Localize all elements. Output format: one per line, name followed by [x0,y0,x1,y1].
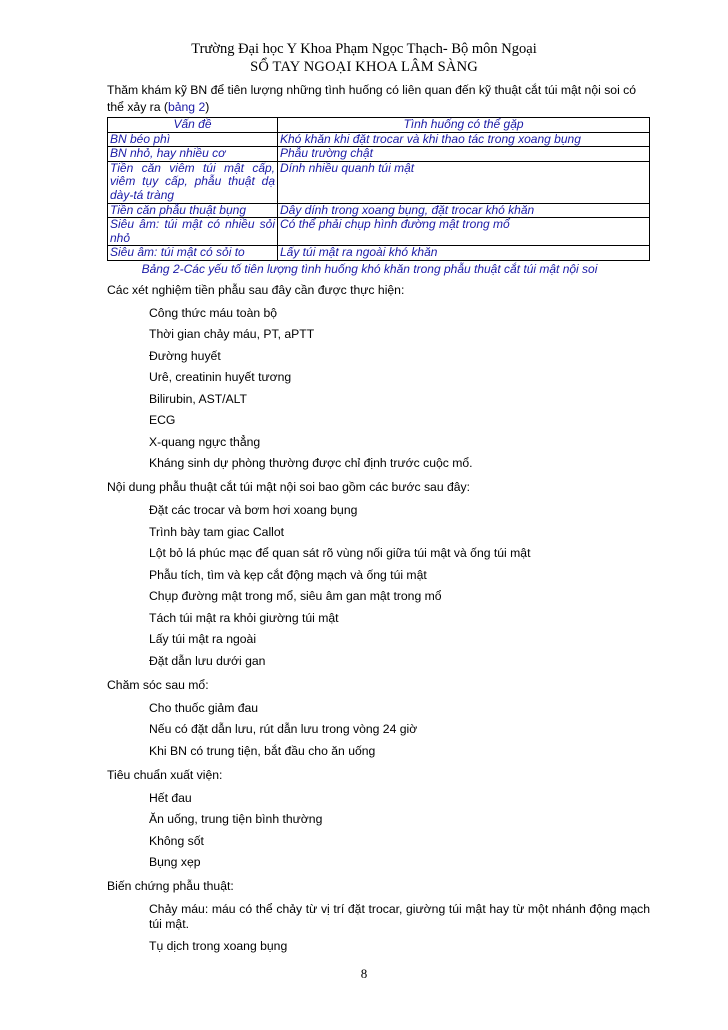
list-item: Đặt dẫn lưu dưới gan [149,653,266,668]
page-content [107,82,650,954]
list-item: Đặt các trocar và bơm hơi xoang bụng [149,503,358,518]
complications-list [107,902,650,954]
table-cell-situation: Lấy túi mật ra ngoài khó khăn [278,246,650,261]
list-item: Khi BN có trung tiện, bắt đầu cho ăn uống [149,743,376,758]
table-cell-issue: Siêu âm: túi mật có nhiều sỏi nhỏ [108,218,278,246]
list-item: Trình bày tam giac Callot [149,524,285,539]
table-header-row [108,118,650,133]
table-cell-issue: Tiền căn viêm túi mật cấp, viêm tụy cấp, phẫu thuật dạ dày-tá tràng [108,161,278,203]
intro-close: ) [205,100,210,114]
list-item: ECG [149,413,176,428]
table-row [108,246,650,261]
prognosis-table [107,117,650,261]
section-heading: Các xét nghiệm tiền phẫu sau đây cần được thực hiện: [107,282,405,297]
surgery-steps-list [107,503,650,669]
list-item: Nếu có đặt dẫn lưu, rút dẫn lưu trong vòng 24 giờ [149,722,418,737]
page-number: 8 [360,966,368,981]
list-item: Phẫu tích, tìm và kẹp cắt động mạch và ống túi mật [149,567,427,582]
list-item: Thời gian chảy máu, PT, aPTT [149,327,315,342]
table-row [108,203,650,218]
section-preop-tests [107,282,650,472]
document-header-institution: Trường Đại học Y Khoa Phạm Ngọc Thạch- Bộ môn Ngoại [191,41,537,57]
list-item: Urê, creatinin huyết tương [149,370,292,385]
table-row [108,218,650,246]
section-heading: Chăm sóc sau mổ: [107,677,209,692]
table-row [108,161,650,203]
table-cell-issue: BN béo phì [108,132,278,147]
table-cell-situation: Có thể phải chụp hình đường mật trong mổ [278,218,650,246]
table-row [108,147,650,162]
list-item: Bilirubin, AST/ALT [149,391,247,406]
list-item: Lột bỏ lá phúc mạc để quan sát rõ vùng nối giữa túi mật và ống túi mật [149,546,531,561]
discharge-criteria-list [107,791,650,871]
list-item: Bụng xẹp [149,855,201,870]
table-cell-issue: Siêu âm: túi mật có sỏi to [108,246,278,261]
section-heading: Biến chứng phẫu thuật: [107,879,234,894]
list-item: Kháng sinh dự phòng thường được chỉ định trước cuộc mổ. [149,456,473,471]
list-item: Chụp đường mật trong mổ, siêu âm gan mật trong mổ [149,589,442,604]
preop-tests-list [107,306,650,472]
list-item: Hết đau [149,790,192,805]
table-cell-issue: BN nhỏ, hay nhiều cơ [108,147,278,162]
table-cell-issue: Tiền căn phẫu thuật bụng [108,203,278,218]
table-header-issue: Vấn đề [108,118,278,133]
table-cell-situation: Dính nhiều quanh túi mật [278,161,650,203]
section-discharge-criteria [107,767,650,871]
list-item: Công thức máu toàn bộ [149,305,278,320]
intro-text: Thăm khám kỹ BN để tiên lượng những tình huống có liên quan đến kỹ thuật cắt túi mật nội soi có thể xảy ra ( [107,83,637,114]
list-item: Chảy máu: máu có thể chảy từ vị trí đặt trocar, giường túi mật hay từ một nhánh động mạch túi mật. [149,902,650,932]
table-cell-situation: Khó khăn khi đặt trocar và khi thao tác trong xoang bụng [278,132,650,147]
list-item: Ăn uống, trung tiện bình thường [149,812,323,827]
table-caption: Bảng 2-Các yếu tố tiên lượng tình huống khó khăn trong phẫu thuật cắt túi mật nội soi [141,261,598,276]
table-cell-situation: Phẫu trường chật [278,147,650,162]
list-item: Đường huyết [149,348,221,363]
list-item: X-quang ngực thẳng [149,434,261,449]
document-header-title: SỔ TAY NGOẠI KHOA LÂM SÀNG [250,59,478,75]
section-heading: Nội dung phẫu thuật cắt túi mật nội soi bao gồm các bước sau đây: [107,480,471,495]
section-surgery-steps [107,479,650,669]
list-item: Không sốt [149,833,204,848]
postop-care-list [107,701,650,759]
section-complications [107,878,650,954]
intro-paragraph [107,82,650,116]
list-item: Tụ dịch trong xoang bụng [149,938,288,953]
table-row [108,132,650,147]
table-cell-situation: Dây dính trong xoang bụng, đặt trocar khó khăn [278,203,650,218]
table-header-situation: Tình huống có thể gặp [278,118,650,133]
section-postop-care [107,677,650,759]
list-item: Cho thuốc giảm đau [149,700,259,715]
section-heading: Tiêu chuẩn xuất viện: [107,767,223,782]
table-reference-link[interactable]: bảng 2 [167,100,206,114]
list-item: Lấy túi mật ra ngoài [149,632,257,647]
list-item: Tách túi mật ra khỏi giường túi mật [149,610,339,625]
